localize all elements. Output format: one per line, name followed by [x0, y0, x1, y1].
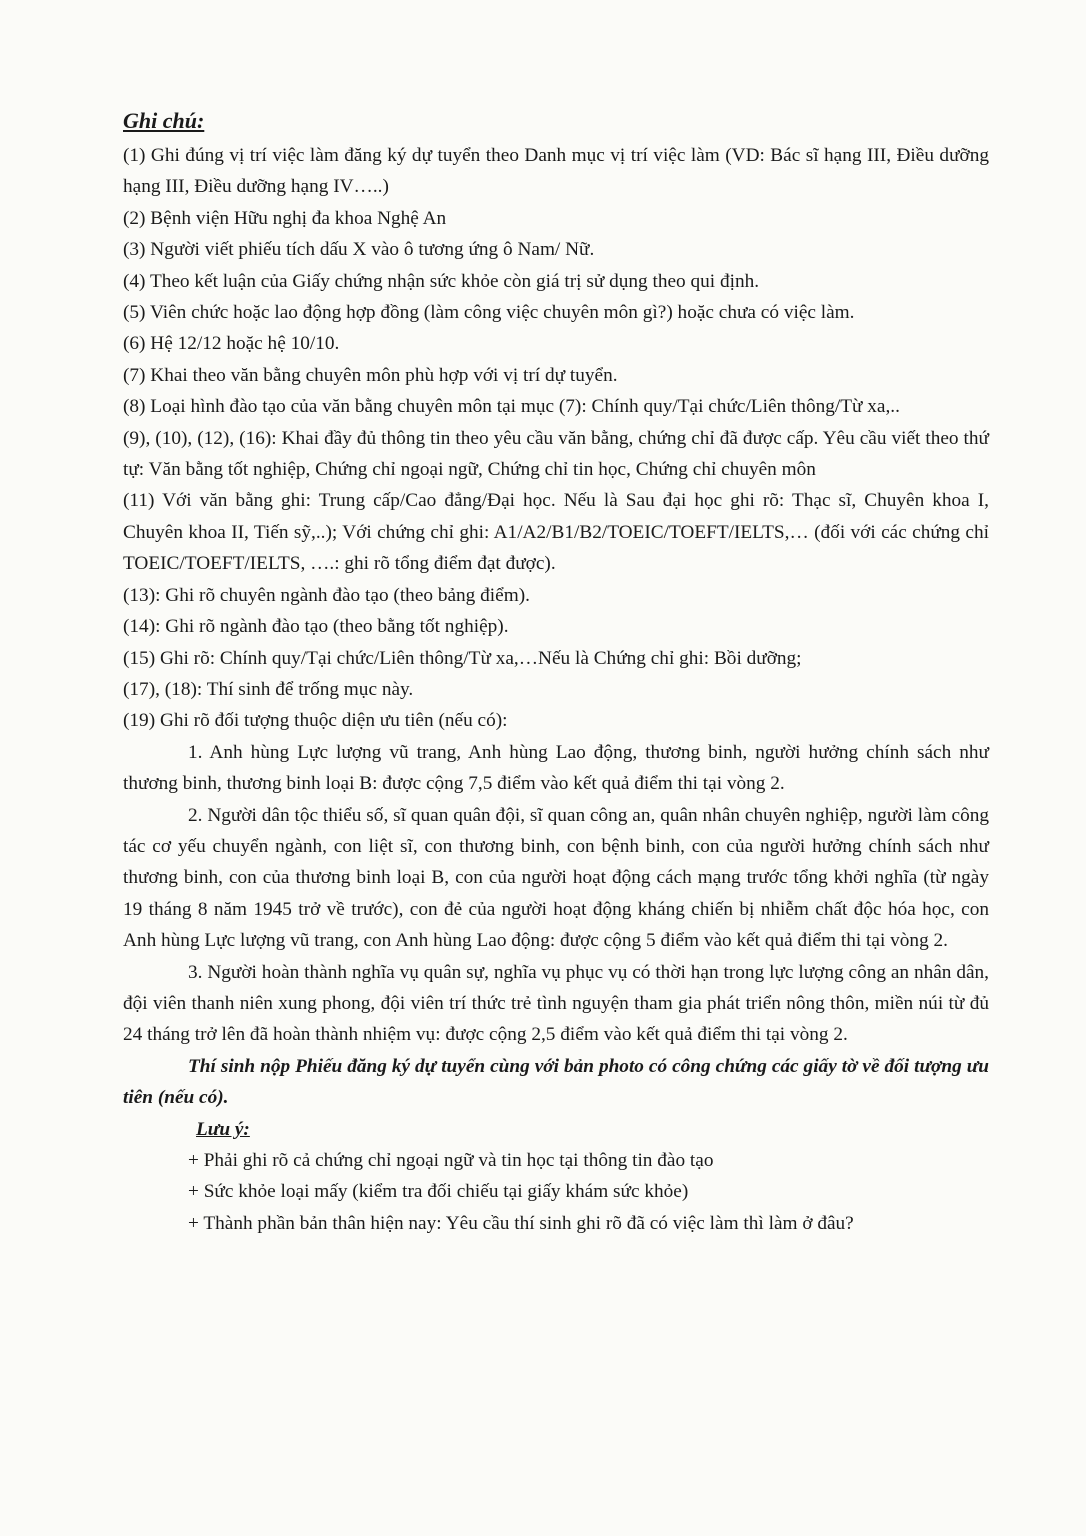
note-17: (17), (18): Thí sinh để trống mục này. — [123, 678, 414, 700]
note-1: (1) Ghi đúng vị trí việc làm đăng ký dự tuyển theo Danh mục vị trí việc làm (VD: Bác sĩ hạng III, Điều dưỡng hạng III, Điều dưỡng hạng IV…..) — [123, 145, 989, 198]
note-8: (8) Loại hình đào tạo của văn bằng chuyên môn tại mục (7): Chính quy/Tại chức/Liên thông/Từ xa,.. — [123, 396, 900, 418]
note-2: (2) Bệnh viện Hữu nghị đa khoa Nghệ An — [123, 207, 447, 229]
note-19: (19) Ghi rõ đối tượng thuộc diện ưu tiên (nếu có): — [123, 710, 508, 732]
note-6: (6) Hệ 12/12 hoặc hệ 10/10. — [123, 333, 340, 355]
submission-note: Thí sinh nộp Phiếu đăng ký dự tuyển cùng với bản photo có công chứng các giấy tờ về đối tượng ưu tiên (nếu có). — [123, 1055, 989, 1109]
note-11: (11) Với văn bằng ghi: Trung cấp/Cao đẳng/Đại học. Nếu là Sau đại học ghi rõ: Thạc sĩ, Chuyên khoa I, Chuyên khoa II, Tiến sỹ,..); Với chứng chỉ ghi: A1/A2/B1/B2/TOEIC/TOEFT/IELTS,… (đối với các chứng chỉ TOEIC/TOEFT/IELTS, ….: ghi rõ tổng điểm đạt được). — [123, 490, 989, 575]
note-13: (13): Ghi rõ chuyên ngành đào tạo (theo bảng điểm). — [123, 584, 530, 606]
note-7: (7) Khai theo văn bằng chuyên môn phù hợp với vị trí dự tuyển. — [123, 364, 618, 386]
luu-y-item: + Phải ghi rõ cả chứng chỉ ngoại ngữ và tin học tại thông tin đào tạo — [188, 1150, 714, 1171]
note-4: (4) Theo kết luận của Giấy chứng nhận sức khỏe còn giá trị sử dụng theo qui định. — [123, 270, 760, 292]
priority-item-1: 1. Anh hùng Lực lượng vũ trang, Anh hùng Lao động, thương binh, người hưởng chính sách như thương binh, thương binh loại B: được cộng 7,5 điểm vào kết quả điểm thi tại vòng 2. — [123, 741, 989, 795]
note-15: (15) Ghi rõ: Chính quy/Tại chức/Liên thông/Từ xa,…Nếu là Chứng chỉ ghi: Bồi dưỡng; — [123, 647, 802, 669]
priority-item-3: 3. Người hoàn thành nghĩa vụ quân sự, nghĩa vụ phục vụ có thời hạn trong lực lượng công an nhân dân, đội viên thanh niên xung phong, đội viên trí thức trẻ tình nguyện tham gia phát triển nông thôn, miền núi từ đủ 24 tháng trở lên đã hoàn thành nhiệm vụ: được cộng 2,5 điểm vào kết quả điểm thi tại vòng 2. — [123, 961, 989, 1046]
note-3: (3) Người viết phiếu tích dấu X vào ô tương ứng ô Nam/ Nữ. — [123, 239, 595, 261]
note-14: (14): Ghi rõ ngành đào tạo (theo bằng tốt nghiệp). — [123, 616, 509, 638]
document-page — [123, 104, 989, 1239]
notes-heading: Ghi chú: — [123, 108, 205, 133]
luu-y-label: Lưu ý: — [196, 1118, 250, 1140]
luu-y-item: + Thành phần bản thân hiện nay: Yêu cầu thí sinh ghi rõ đã có việc làm thì làm ở đâu? — [188, 1212, 854, 1234]
priority-item-2: 2. Người dân tộc thiểu số, sĩ quan quân đội, sĩ quan công an, quân nhân chuyên nghiệp, người làm công tác cơ yếu chuyển ngành, con liệt sĩ, con thương binh, con bệnh binh, con của người hưởng chính sách như thương binh, con của thương binh loại B, con của người hoạt động cách mạng trước tổng khởi nghĩa (từ ngày 19 tháng 8 năm 1945 trở về trước), con đẻ của người hoạt động kháng chiến bị nhiễm chất độc hóa học, con Anh hùng Lực lượng vũ trang, con Anh hùng Lao động: được cộng 5 điểm vào kết quả điểm thi tại vòng 2. — [123, 804, 989, 952]
luu-y-item: + Sức khỏe loại mấy (kiểm tra đối chiếu tại giấy khám sức khỏe) — [188, 1181, 689, 1203]
note-5: (5) Viên chức hoặc lao động hợp đồng (làm công việc chuyên môn gì?) hoặc chưa có việc làm. — [123, 302, 855, 324]
note-9: (9), (10), (12), (16): Khai đầy đủ thông tin theo yêu cầu văn bằng, chứng chỉ đã được cấp. Yêu cầu viết theo thứ tự: Văn bằng tốt nghiệp, Chứng chỉ ngoại ngữ, Chứng chỉ tin học, Chứng chỉ chuyên môn — [123, 427, 989, 481]
